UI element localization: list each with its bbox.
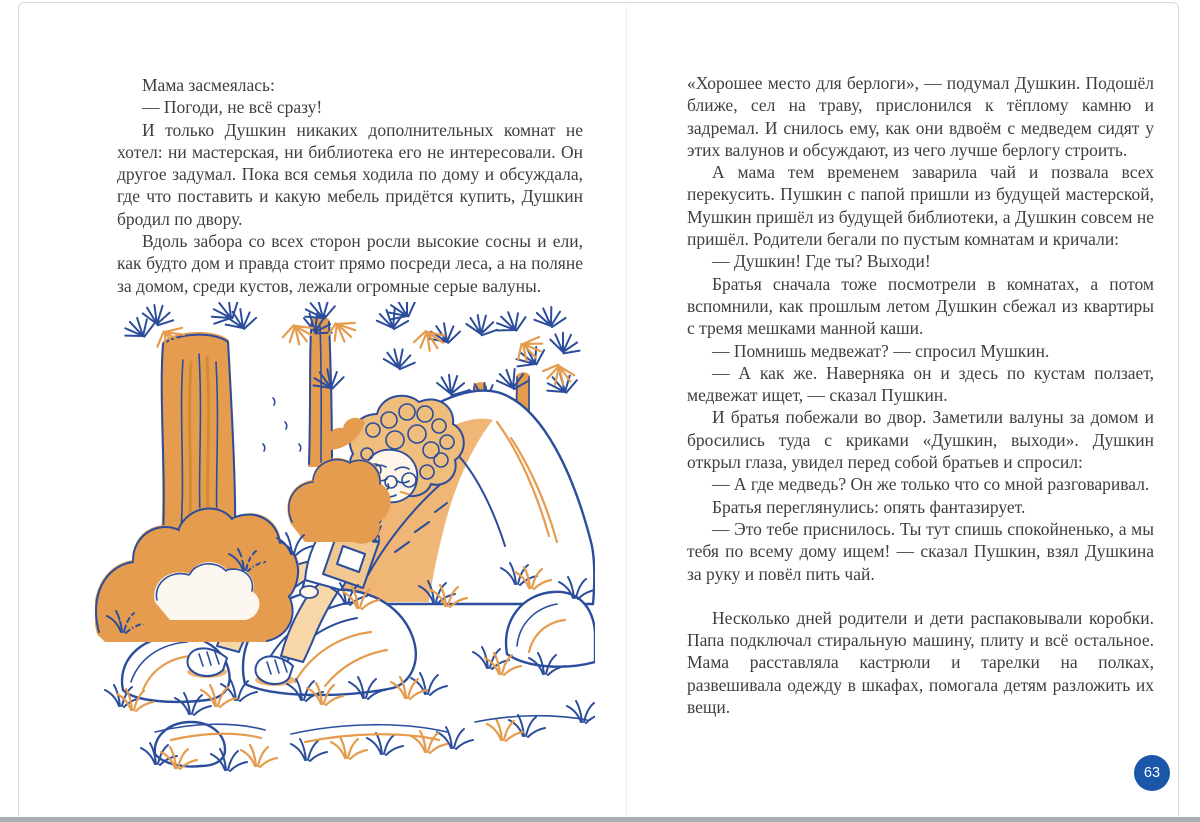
paragraph: «Хорошее место для берлоги», — подумал Душкин. Подошёл ближе, сел на траву, прислонился к тёплому камню и задремал. И снилось ему, как они вдвоём с медведем сидят у этих валунов и обсуждают, из чего лучше берлогу строить. bbox=[687, 73, 1154, 160]
paragraph: — А как же. Наверняка он и здесь по кустам ползает, медвежат ищет, — сказал Пушкин. bbox=[687, 362, 1154, 406]
paragraph: — Погоди, не всё сразу! bbox=[142, 97, 323, 118]
paragraph: Несколько дней родители и дети распаковывали коробки. Папа подключал стиральную машину, плиту и всё остальное. Мама расставляла кастрюли и тарелки на полках, развешивала одежду в шкафах, помогала детям разложить их вещи. bbox=[687, 607, 1154, 718]
paragraph: Братья переглянулись: опять фантазирует. bbox=[712, 496, 1026, 517]
paragraph: — Душкин! Где ты? Выходи! bbox=[712, 251, 931, 272]
paragraph: — А где медведь? Он же только что со мной разговаривал. bbox=[712, 474, 1150, 495]
paragraph: Мама засмеялась: bbox=[142, 75, 275, 95]
paragraph: Вдоль забора со всех сторон росли высокие сосны и ели, как будто дом и правда стоит прямо посреди леса, а на поляне за домом, среди кустов, лежали огромные серые валуны. bbox=[117, 231, 583, 296]
page-bottom-edge bbox=[0, 817, 1200, 822]
page-number-badge: 63 bbox=[1134, 755, 1170, 791]
page-gutter bbox=[626, 6, 627, 819]
paragraph: И братья побежали во двор. Заметили валуны за домом и бросились туда с криками «Душкин, выходи». Душкин открыл глаза, увидел перед собой братьев и спросил: bbox=[687, 407, 1154, 473]
paragraph: А мама тем временем заварила чай и позвала всех перекусить. Пушкин с папой пришли из будущей мастерской, Мушкин пришёл из будущей библиотеки, а Душкин совсем не пришёл. Родители бегали по пустым комнатам и кричали: bbox=[687, 162, 1154, 250]
paragraph: — Помнишь медвежат? — спросил Мушкин. bbox=[712, 340, 1050, 361]
paragraph: Братья сначала тоже посмотрели в комнатах, а потом вспомнили, как прошлым летом Душкин сбежал из квартиры с тремя мешками манной каши. bbox=[687, 273, 1154, 339]
paragraph: — Это тебе приснилось. Ты тут спишь спокойненько, а мы тебя по всему дому ищем! — сказал Пушкин, взял Душкина за руку и повёл пить чай. bbox=[687, 518, 1154, 584]
right-page-text bbox=[687, 72, 1154, 718]
illustration-boy-sleeping-on-boulders bbox=[95, 302, 595, 774]
left-page-text bbox=[117, 74, 583, 297]
paragraph: И только Душкин никаких дополнительных комнат не хотел: ни мастерская, ни библиотека его не интересовали. Он другое задумал. Пока вся семья ходила по дому и обсуждала, где что поставить и какую мебель придётся купить, Душкин бродил по двору. bbox=[117, 119, 583, 229]
